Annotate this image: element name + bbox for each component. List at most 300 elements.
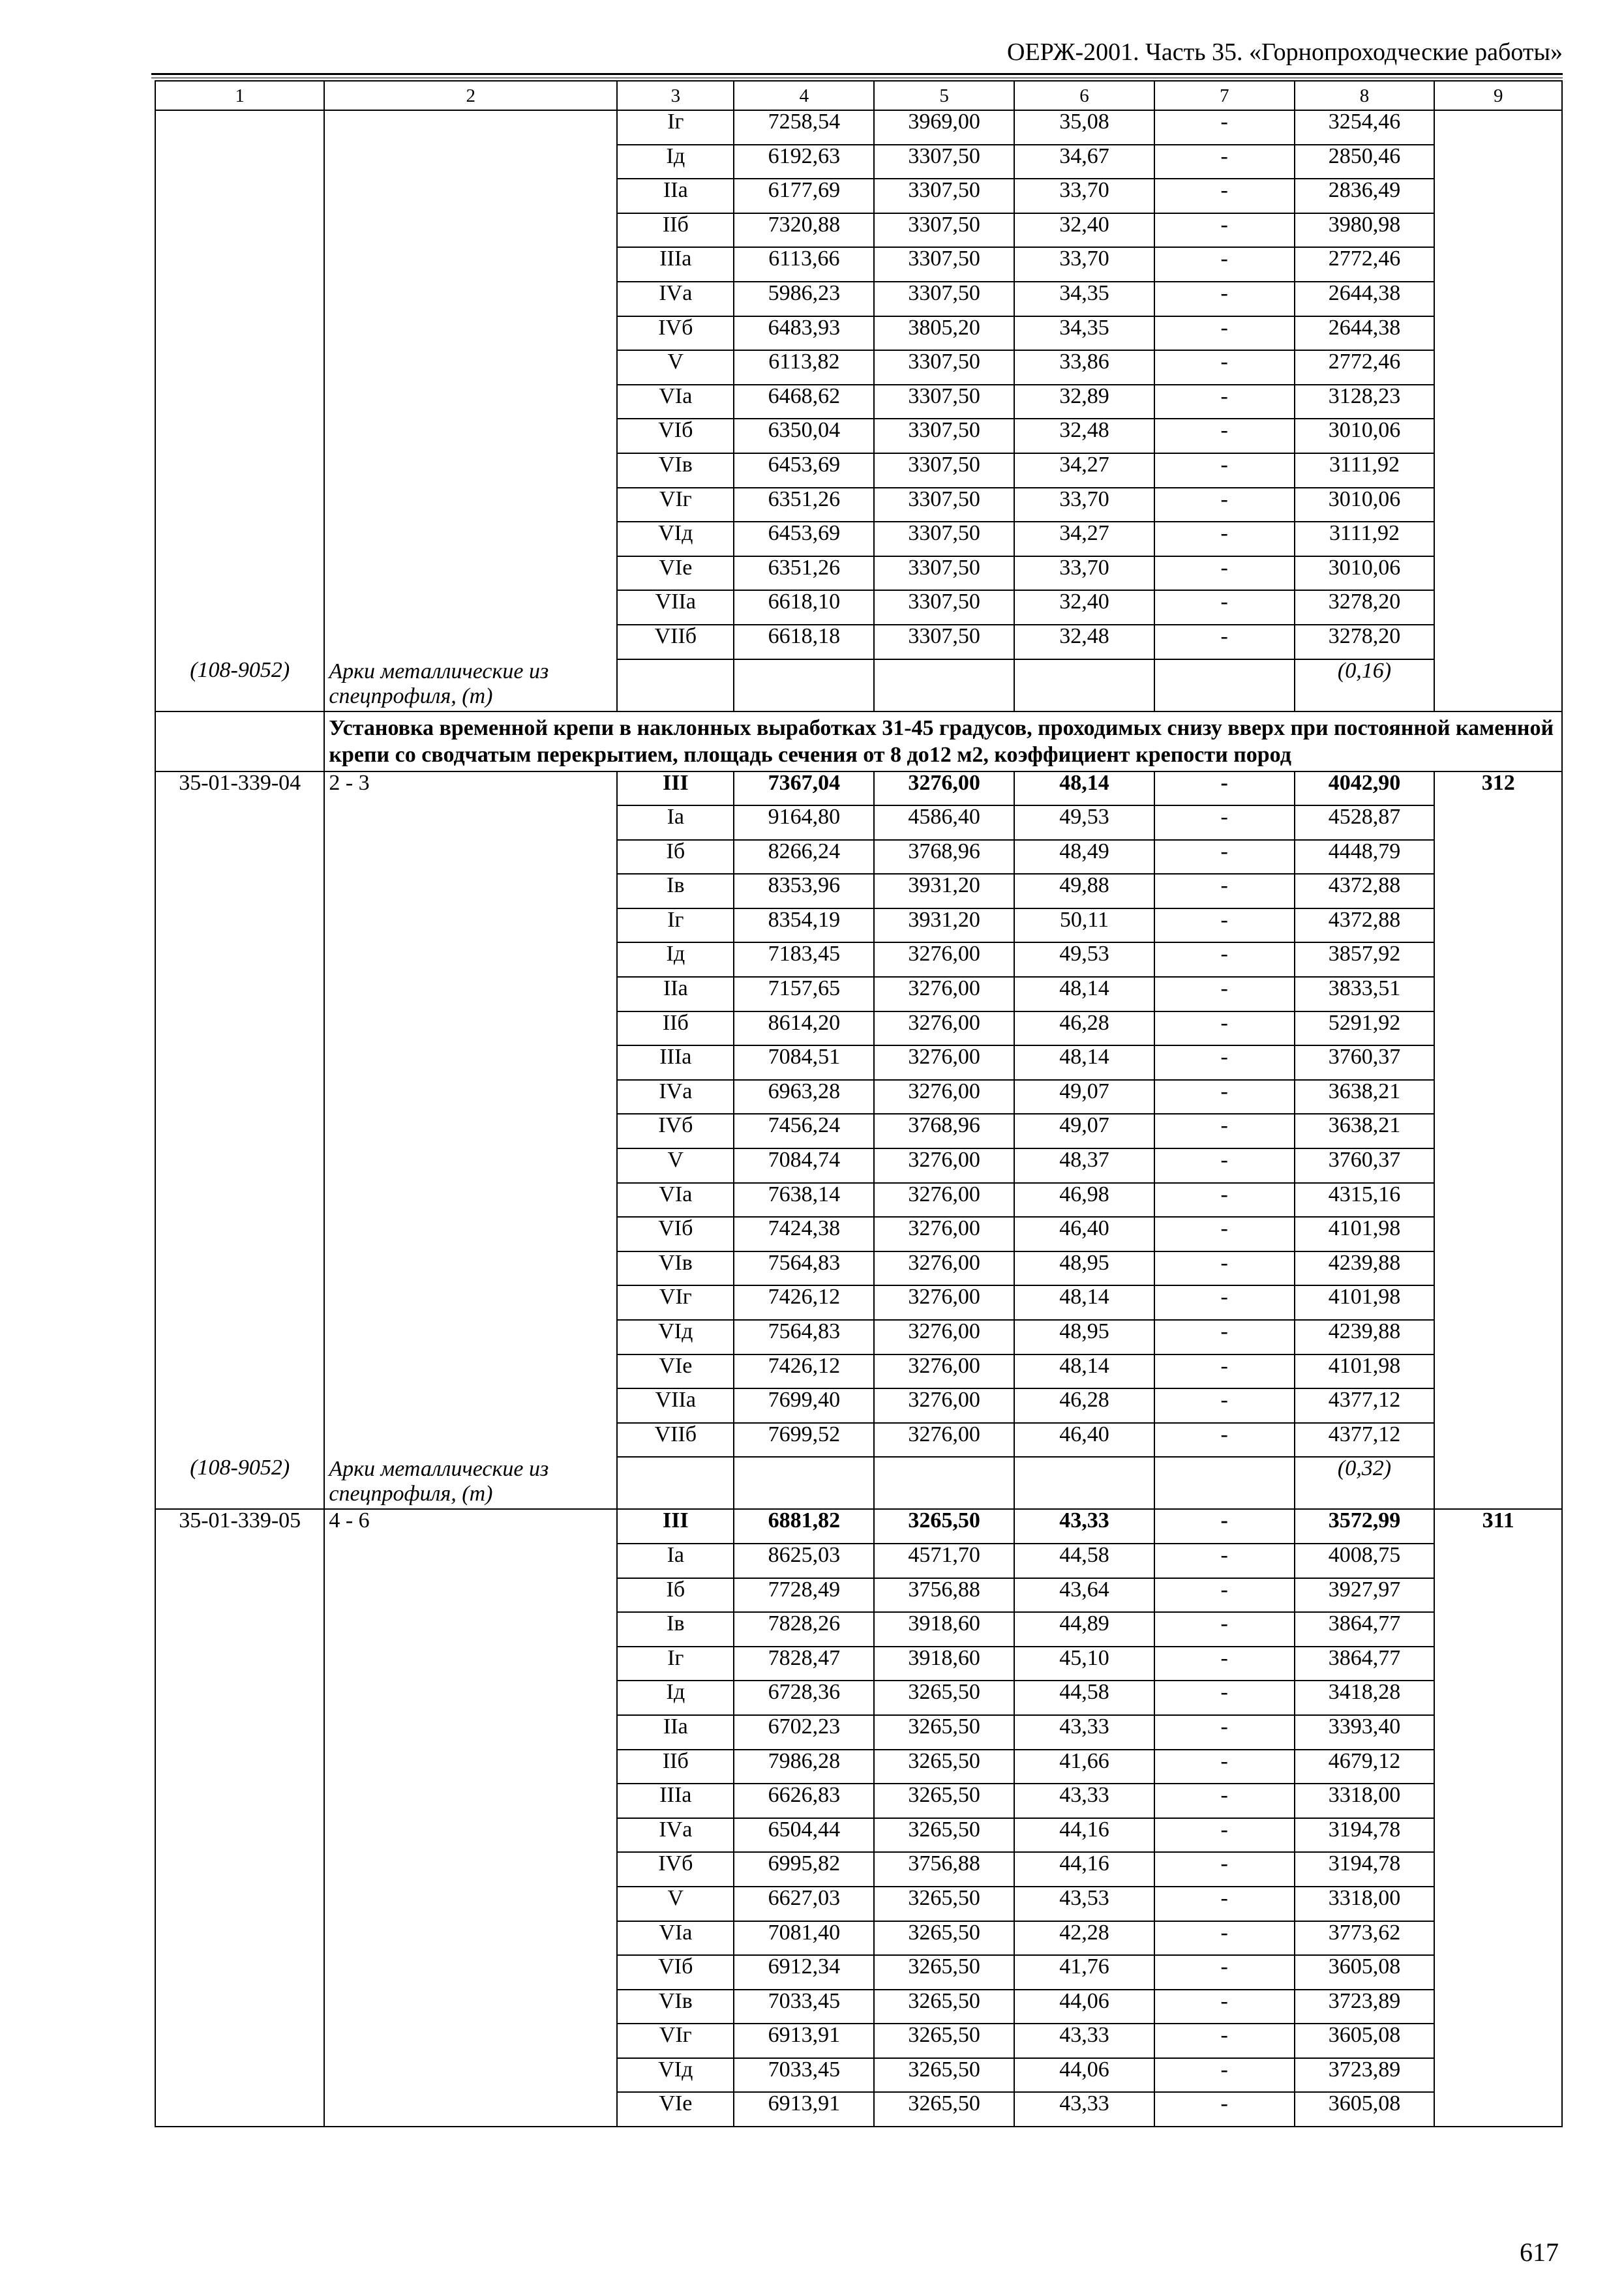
group-cell: IIа: [617, 977, 734, 1011]
machinist-cell: -: [1154, 874, 1295, 908]
ref-cell: [1434, 1681, 1562, 1715]
ref-cell: [1434, 453, 1562, 488]
group-cell: VIIа: [617, 590, 734, 625]
ref-cell: [1434, 1354, 1562, 1389]
wage-cell: 3276,00: [874, 942, 1014, 977]
table-row: [155, 590, 1562, 625]
material-cell: 5291,92: [1295, 1011, 1435, 1046]
machine-cell: 33,70: [1014, 179, 1154, 213]
material-cell: 3723,89: [1295, 2058, 1435, 2093]
code-cell: [155, 1011, 324, 1046]
machine-cell: 41,66: [1014, 1750, 1154, 1784]
code-cell: [155, 1715, 324, 1750]
wage-cell: 3265,50: [874, 1509, 1014, 1544]
machine-cell: 32,48: [1014, 419, 1154, 453]
machine-cell: 43,53: [1014, 1887, 1154, 1921]
wage-cell: 3969,00: [874, 110, 1014, 145]
machine-cell: 32,48: [1014, 625, 1154, 659]
wage-cell: 3265,50: [874, 1715, 1014, 1750]
table-row: [155, 1148, 1562, 1183]
ref-cell: [1434, 1423, 1562, 1458]
material-cell: 3278,20: [1295, 625, 1435, 659]
material-cell: 3864,77: [1295, 1612, 1435, 1647]
cost-cell: 7424,38: [734, 1217, 874, 1251]
material-cell: 3572,99: [1295, 1509, 1435, 1544]
range-cell: [324, 1578, 617, 1613]
code-cell: [155, 316, 324, 351]
machinist-cell: -: [1154, 1285, 1295, 1320]
range-cell: [324, 247, 617, 282]
range-cell: [324, 1647, 617, 1681]
range-cell: [324, 1251, 617, 1286]
code-cell: [155, 145, 324, 179]
wage-cell: 3931,20: [874, 874, 1014, 908]
group-cell: V: [617, 1148, 734, 1183]
code-cell: [155, 1784, 324, 1818]
machine-cell: 48,49: [1014, 840, 1154, 875]
ref-cell: [1434, 1457, 1562, 1509]
group-cell: V: [617, 350, 734, 385]
machine-cell: 33,70: [1014, 247, 1154, 282]
col-num: 3: [617, 81, 734, 110]
machine-cell: 34,27: [1014, 522, 1154, 556]
machine-cell: 43,33: [1014, 2024, 1154, 2058]
code-cell: [155, 1612, 324, 1647]
range-cell: [324, 145, 617, 179]
ref-cell: [1434, 1887, 1562, 1921]
ref-cell: [1434, 1148, 1562, 1183]
ref-cell: [1434, 316, 1562, 351]
cost-cell: 7157,65: [734, 977, 874, 1011]
column-number-row: [155, 81, 1562, 110]
col-num: 2: [324, 81, 617, 110]
group-cell: Iб: [617, 1578, 734, 1613]
material-cell: 3760,37: [1295, 1045, 1435, 1080]
code-cell: [155, 1818, 324, 1853]
machinist-cell: -: [1154, 1320, 1295, 1354]
table-row: [155, 1852, 1562, 1887]
cost-cell: 6881,82: [734, 1509, 874, 1544]
ref-cell: [1434, 1921, 1562, 1956]
wage-cell: 3276,00: [874, 1285, 1014, 1320]
machine-cell: 48,95: [1014, 1251, 1154, 1286]
range-cell: [324, 350, 617, 385]
group-cell: Iг: [617, 908, 734, 943]
group-cell: VIд: [617, 522, 734, 556]
ref-cell: [1434, 1612, 1562, 1647]
ref-cell: [1434, 1955, 1562, 1990]
wage-cell: 3276,00: [874, 1045, 1014, 1080]
ref-cell: [1434, 247, 1562, 282]
ref-cell: [1434, 1818, 1562, 1853]
machine-cell: 32,40: [1014, 590, 1154, 625]
machine-cell: 44,06: [1014, 1990, 1154, 2024]
machinist-cell: -: [1154, 385, 1295, 419]
group-cell: Iв: [617, 874, 734, 908]
ref-cell: [1434, 1320, 1562, 1354]
machine-cell: 49,07: [1014, 1080, 1154, 1115]
material-cell: 3010,06: [1295, 419, 1435, 453]
wage-cell: 3276,00: [874, 1080, 1014, 1115]
cost-cell: 6453,69: [734, 522, 874, 556]
range-cell: [324, 556, 617, 591]
ref-cell: 311: [1434, 1509, 1562, 1544]
ref-cell: [1434, 659, 1562, 711]
machine-cell: 43,33: [1014, 2092, 1154, 2127]
material-cell: 3857,92: [1295, 942, 1435, 977]
material-cell: 3927,97: [1295, 1578, 1435, 1613]
hardness-range: 4 - 6: [324, 1509, 617, 1544]
machinist-cell: -: [1154, 2024, 1295, 2058]
material-cell: 3278,20: [1295, 590, 1435, 625]
ref-cell: [1434, 179, 1562, 213]
range-cell: [324, 1183, 617, 1218]
material-cell: 3773,62: [1295, 1921, 1435, 1956]
cost-cell: 7699,40: [734, 1388, 874, 1423]
wage-cell: 3307,50: [874, 556, 1014, 591]
material-cell: 4008,75: [1295, 1544, 1435, 1578]
table-row-main: [155, 771, 1562, 806]
machine-cell: 43,64: [1014, 1578, 1154, 1613]
ref-cell: [1434, 213, 1562, 248]
machine-cell: 48,14: [1014, 977, 1154, 1011]
range-cell: [324, 1354, 617, 1389]
machinist-cell: -: [1154, 771, 1295, 806]
range-cell: [324, 282, 617, 316]
table-row: [155, 2058, 1562, 2093]
empty-cell: [874, 1457, 1014, 1509]
ref-cell: [1434, 522, 1562, 556]
range-cell: [324, 1045, 617, 1080]
material-cell: 3418,28: [1295, 1681, 1435, 1715]
ref-cell: [1434, 1544, 1562, 1578]
range-cell: [324, 213, 617, 248]
table-row: [155, 908, 1562, 943]
col-num: 8: [1295, 81, 1435, 110]
empty-cell: [155, 711, 324, 771]
group-cell: IIб: [617, 213, 734, 248]
cost-cell: 6912,34: [734, 1955, 874, 1990]
cost-cell: 8354,19: [734, 908, 874, 943]
group-cell: Iа: [617, 805, 734, 840]
wage-cell: 3265,50: [874, 2092, 1014, 2127]
ref-cell: [1434, 2092, 1562, 2127]
group-cell: V: [617, 1887, 734, 1921]
code-cell: [155, 590, 324, 625]
cost-cell: 7456,24: [734, 1114, 874, 1148]
machine-cell: 44,89: [1014, 1612, 1154, 1647]
table-row: [155, 419, 1562, 453]
machinist-cell: -: [1154, 2092, 1295, 2127]
cost-cell: 7183,45: [734, 942, 874, 977]
machine-cell: 34,27: [1014, 453, 1154, 488]
range-cell: [324, 1921, 617, 1956]
table-row: [155, 110, 1562, 145]
ref-cell: [1434, 1990, 1562, 2024]
cost-cell: 6350,04: [734, 419, 874, 453]
group-cell: IIа: [617, 179, 734, 213]
wage-cell: 3276,00: [874, 1251, 1014, 1286]
wage-cell: 3265,50: [874, 2024, 1014, 2058]
machinist-cell: -: [1154, 1647, 1295, 1681]
material-cell: 3128,23: [1295, 385, 1435, 419]
group-cell: VIд: [617, 2058, 734, 2093]
machinist-cell: -: [1154, 840, 1295, 875]
group-cell: VIб: [617, 1955, 734, 1990]
table-row: [155, 1080, 1562, 1115]
rate-code: 35-01-339-04: [155, 771, 324, 806]
ref-cell: [1434, 1578, 1562, 1613]
ref-cell: [1434, 1715, 1562, 1750]
wage-cell: 3276,00: [874, 1148, 1014, 1183]
material-cell: 3980,98: [1295, 213, 1435, 248]
ref-cell: [1434, 282, 1562, 316]
group-cell: VIе: [617, 2092, 734, 2127]
col-num: 5: [874, 81, 1014, 110]
group-cell: IIб: [617, 1750, 734, 1784]
code-cell: [155, 1921, 324, 1956]
table-row: [155, 1818, 1562, 1853]
ref-cell: [1434, 556, 1562, 591]
cost-cell: 7258,54: [734, 110, 874, 145]
group-cell: IVб: [617, 1852, 734, 1887]
machine-cell: 42,28: [1014, 1921, 1154, 1956]
page-number: 617: [1520, 2237, 1559, 2267]
material-qty: (0,32): [1295, 1457, 1435, 1509]
code-cell: [155, 1423, 324, 1458]
machinist-cell: -: [1154, 625, 1295, 659]
ref-cell: [1434, 1750, 1562, 1784]
wage-cell: 3276,00: [874, 977, 1014, 1011]
wage-cell: 3307,50: [874, 419, 1014, 453]
range-cell: [324, 1852, 617, 1887]
wage-cell: 3307,50: [874, 522, 1014, 556]
code-cell: [155, 625, 324, 659]
table-row: [155, 805, 1562, 840]
machinist-cell: -: [1154, 282, 1295, 316]
material-cell: 3010,06: [1295, 556, 1435, 591]
machinist-cell: -: [1154, 1011, 1295, 1046]
group-cell: Iд: [617, 1681, 734, 1715]
code-cell: [155, 1955, 324, 1990]
machine-cell: 43,33: [1014, 1509, 1154, 1544]
rates-table: [155, 80, 1563, 2127]
table-row: [155, 1544, 1562, 1578]
range-cell: [324, 453, 617, 488]
group-cell: IVб: [617, 1114, 734, 1148]
group-cell: VIб: [617, 1217, 734, 1251]
material-cell: 4372,88: [1295, 874, 1435, 908]
material-cell: 3194,78: [1295, 1852, 1435, 1887]
code-cell: [155, 1578, 324, 1613]
wage-cell: 3931,20: [874, 908, 1014, 943]
ref-cell: [1434, 385, 1562, 419]
machine-cell: 49,88: [1014, 874, 1154, 908]
cost-cell: 6728,36: [734, 1681, 874, 1715]
material-row: [155, 1457, 1562, 1509]
cost-cell: 6504,44: [734, 1818, 874, 1853]
group-cell: IVа: [617, 1080, 734, 1115]
group-cell: IIIа: [617, 1784, 734, 1818]
machine-cell: 44,58: [1014, 1681, 1154, 1715]
machinist-cell: -: [1154, 247, 1295, 282]
ref-cell: [1434, 590, 1562, 625]
range-cell: [324, 2024, 617, 2058]
group-cell: III: [617, 771, 734, 806]
machine-cell: 33,86: [1014, 350, 1154, 385]
machinist-cell: -: [1154, 213, 1295, 248]
group-cell: IIIа: [617, 247, 734, 282]
wage-cell: 3265,50: [874, 1784, 1014, 1818]
range-cell: [324, 179, 617, 213]
machine-cell: 48,14: [1014, 1285, 1154, 1320]
code-cell: [155, 805, 324, 840]
table-row: [155, 1217, 1562, 1251]
machine-cell: 44,16: [1014, 1852, 1154, 1887]
code-cell: [155, 1251, 324, 1286]
table-row: [155, 282, 1562, 316]
table-row: [155, 247, 1562, 282]
code-cell: [155, 2024, 324, 2058]
machinist-cell: -: [1154, 1750, 1295, 1784]
machinist-cell: -: [1154, 1509, 1295, 1544]
machine-cell: 48,37: [1014, 1148, 1154, 1183]
code-cell: [155, 1887, 324, 1921]
machinist-cell: -: [1154, 419, 1295, 453]
table-row: [155, 942, 1562, 977]
cost-cell: 6963,28: [734, 1080, 874, 1115]
material-cell: 4377,12: [1295, 1388, 1435, 1423]
ref-cell: [1434, 1011, 1562, 1046]
cost-cell: 6913,91: [734, 2024, 874, 2058]
group-cell: III: [617, 1509, 734, 1544]
group-cell: Iг: [617, 110, 734, 145]
machinist-cell: -: [1154, 1148, 1295, 1183]
machinist-cell: -: [1154, 1045, 1295, 1080]
code-cell: [155, 1990, 324, 2024]
ref-cell: [1434, 1852, 1562, 1887]
range-cell: [324, 522, 617, 556]
group-cell: IVб: [617, 316, 734, 351]
machine-cell: 48,14: [1014, 771, 1154, 806]
material-cell: 3393,40: [1295, 1715, 1435, 1750]
empty-cell: [617, 659, 734, 711]
col-num: 6: [1014, 81, 1154, 110]
code-cell: [155, 385, 324, 419]
machinist-cell: -: [1154, 1354, 1295, 1389]
wage-cell: 3307,50: [874, 625, 1014, 659]
code-cell: [155, 1354, 324, 1389]
wage-cell: 3265,50: [874, 2058, 1014, 2093]
wage-cell: 3276,00: [874, 1183, 1014, 1218]
table-row: [155, 453, 1562, 488]
empty-cell: [1154, 1457, 1295, 1509]
group-cell: VIб: [617, 419, 734, 453]
machine-cell: 49,07: [1014, 1114, 1154, 1148]
wage-cell: 3276,00: [874, 1423, 1014, 1458]
code-cell: [155, 110, 324, 145]
material-cell: 4315,16: [1295, 1183, 1435, 1218]
code-cell: [155, 874, 324, 908]
wage-cell: 4586,40: [874, 805, 1014, 840]
table-row: [155, 840, 1562, 875]
material-cell: 3010,06: [1295, 488, 1435, 522]
wage-cell: 3307,50: [874, 453, 1014, 488]
material-cell: 3605,08: [1295, 2092, 1435, 2127]
empty-cell: [1014, 1457, 1154, 1509]
code-cell: [155, 1852, 324, 1887]
code-cell: [155, 942, 324, 977]
material-cell: 3760,37: [1295, 1148, 1435, 1183]
ref-cell: [1434, 2024, 1562, 2058]
ref-cell: [1434, 840, 1562, 875]
cost-cell: 7367,04: [734, 771, 874, 806]
machine-cell: 50,11: [1014, 908, 1154, 943]
machine-cell: 44,58: [1014, 1544, 1154, 1578]
machinist-cell: -: [1154, 908, 1295, 943]
code-cell: [155, 1114, 324, 1148]
group-cell: VIг: [617, 488, 734, 522]
group-cell: Iг: [617, 1647, 734, 1681]
machinist-cell: -: [1154, 1852, 1295, 1887]
ref-cell: [1434, 110, 1562, 145]
range-cell: [324, 805, 617, 840]
col-num: 7: [1154, 81, 1295, 110]
table-row: [155, 1578, 1562, 1613]
machinist-cell: -: [1154, 1990, 1295, 2024]
machinist-cell: -: [1154, 2058, 1295, 2093]
cost-cell: 6626,83: [734, 1784, 874, 1818]
code-cell: [155, 453, 324, 488]
cost-cell: 6351,26: [734, 556, 874, 591]
material-cell: 3638,21: [1295, 1080, 1435, 1115]
machinist-cell: -: [1154, 1955, 1295, 1990]
empty-cell: [1014, 659, 1154, 711]
machine-cell: 46,98: [1014, 1183, 1154, 1218]
ref-cell: [1434, 1285, 1562, 1320]
machine-cell: 44,16: [1014, 1818, 1154, 1853]
material-cell: 4042,90: [1295, 771, 1435, 806]
machine-cell: 46,28: [1014, 1388, 1154, 1423]
material-code: (108-9052): [155, 659, 324, 711]
range-cell: [324, 385, 617, 419]
range-cell: [324, 590, 617, 625]
material-cell: 2836,49: [1295, 179, 1435, 213]
cost-cell: 7081,40: [734, 1921, 874, 1956]
machinist-cell: -: [1154, 1681, 1295, 1715]
cost-cell: 6618,18: [734, 625, 874, 659]
wage-cell: 3768,96: [874, 840, 1014, 875]
range-cell: [324, 316, 617, 351]
table-row: [155, 1921, 1562, 1956]
table-row: [155, 1990, 1562, 2024]
table-row: [155, 874, 1562, 908]
material-cell: 3605,08: [1295, 2024, 1435, 2058]
machine-cell: 48,14: [1014, 1045, 1154, 1080]
group-cell: VIв: [617, 1990, 734, 2024]
ref-cell: [1434, 145, 1562, 179]
range-cell: [324, 1990, 617, 2024]
ref-cell: 312: [1434, 771, 1562, 806]
material-cell: 3111,92: [1295, 522, 1435, 556]
wage-cell: 3768,96: [874, 1114, 1014, 1148]
material-cell: 4448,79: [1295, 840, 1435, 875]
table-row: [155, 1183, 1562, 1218]
cost-cell: 6177,69: [734, 179, 874, 213]
group-cell: VIг: [617, 2024, 734, 2058]
cost-cell: 7699,52: [734, 1423, 874, 1458]
machine-cell: 45,10: [1014, 1647, 1154, 1681]
